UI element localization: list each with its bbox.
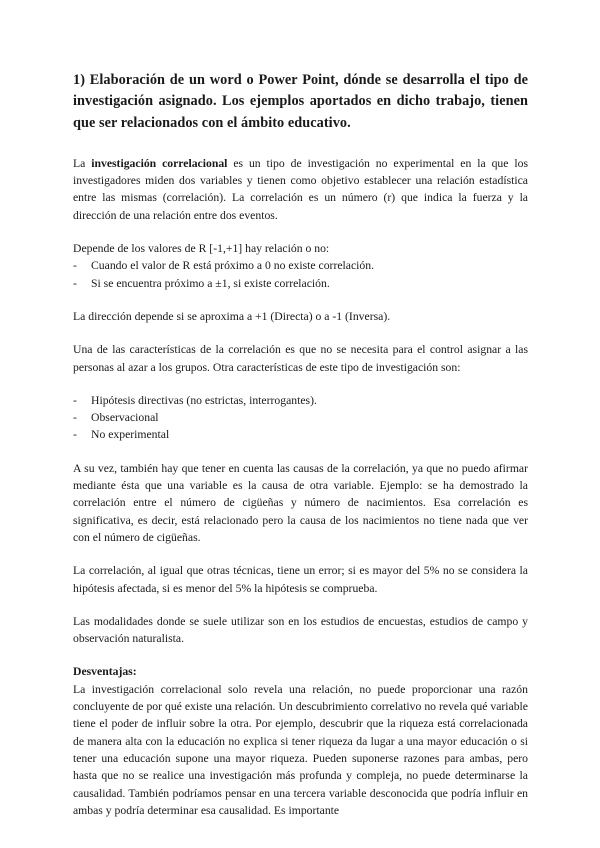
disadvantages-paragraph: La investigación correlacional solo revela una relación, no puede proporcionar una razón concluyente de por qué existe una relación. Un descubrimiento correlativo no revela qué variable tiene el poder de influir sobre la otra. Por ejemplo, descubrir que la riqueza está correlacionada de manera alta con la educación no explica si tener riqueza da lugar a una mayor educación o si tener una educación supone una mayor riqueza. Pueden suponerse razones para ambas, pero hasta que no se realice una investigación más profunda y compleja, no puede determinarse la causalidad. También podríamos pensar en una tercera variable desconocida que podría influir en ambas y podría determinar esa causalidad. Es importante	[73, 682, 528, 817]
list-item: - Hipótesis directivas (no estrictas, interrogantes).	[73, 392, 528, 409]
intro-paragraph	[73, 155, 528, 224]
disadvantages-title: Desventajas:	[73, 665, 137, 679]
characteristics-intro: Una de las características de la correlación es que no se necesita para el control asignar a las personas al azar a los grupos. Otra características de este tipo de investigación son:	[73, 343, 528, 374]
dash-bullet: -	[73, 393, 77, 407]
term-bold: investigación correlacional	[91, 156, 228, 170]
values-list	[73, 257, 528, 292]
causes-paragraph: A su vez, también hay que tener en cuenta las causas de la correlación, ya que no puedo afirmar mediante ésta que una variable es la causa de otra variable. Ejemplo: se ha demostrado la correlación entre el número de cigüeñas y número de nacimientos. Esa correlación es significativa, es decir, está relacionado pero la causa de los nacimientos no tiene nada que ver con el número de cigüeñas.	[73, 461, 528, 544]
intro-rest: es un tipo de investigación no experimental en la que los investigadores miden dos variables y tienen como objetivo establecer una relación estadística entre las mismas (correlación). La correlación es un número (r) que indica la fuerza y la dirección de una relación entre dos eventos.	[73, 156, 528, 222]
dash-bullet: -	[73, 276, 77, 290]
assignment-heading: 1) Elaboración de un word o Power Point, dónde se desarrolla el tipo de investigación asignado. Los ejemplos aportados en dicho trabajo, tienen que ser relacionados con el ámbito educativo.	[73, 72, 528, 131]
dash-bullet: -	[73, 411, 77, 425]
list-item: - Observacional	[73, 409, 528, 426]
list-item: - Cuando el valor de R está próximo a 0 no existe correlación.	[73, 257, 528, 274]
dash-bullet: -	[73, 428, 77, 442]
characteristics-list	[73, 392, 528, 444]
values-intro: Depende de los valores de R [-1,+1] hay relación o no:	[73, 242, 330, 256]
error-paragraph: La correlación, al igual que otras técnicas, tiene un error; si es mayor del 5% no se considera la hipótesis afectada, si es menor del 5% la hipótesis se comprueba.	[73, 564, 528, 595]
dash-bullet: -	[73, 259, 77, 273]
list-item: - No experimental	[73, 426, 528, 443]
direction-paragraph: La dirección depende si se aproxima a +1 (Directa) o a -1 (Inversa).	[73, 309, 391, 323]
modalities-paragraph: Las modalidades donde se suele utilizar son en los estudios de encuestas, estudios de campo y observación naturalista.	[73, 614, 528, 646]
document-body	[73, 70, 528, 819]
list-item: - Si se encuentra próximo a ±1, si existe correlación.	[73, 275, 528, 292]
intro-prefix: La	[73, 156, 92, 170]
